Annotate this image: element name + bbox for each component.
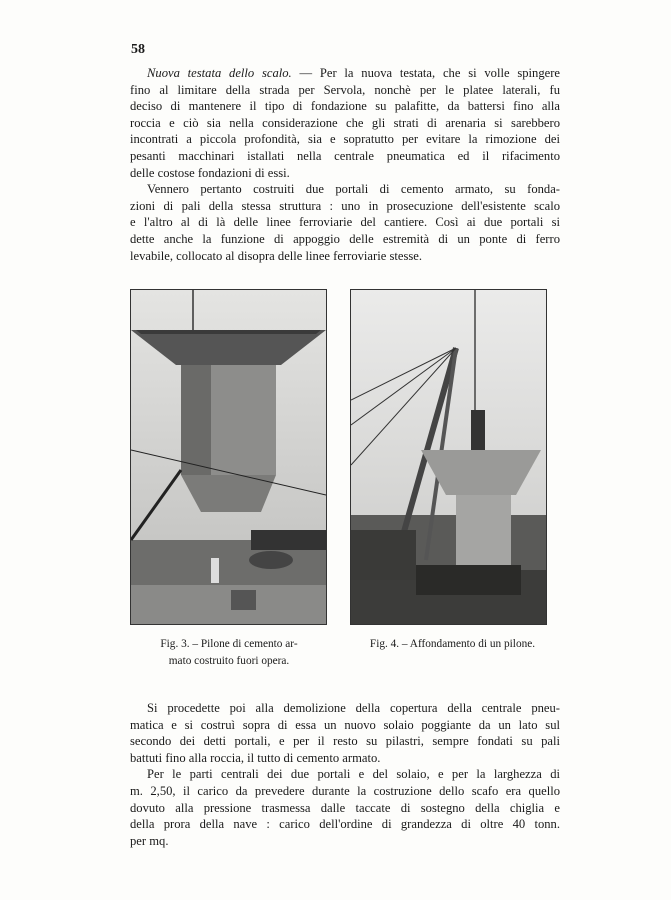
text-line: dette anche la funzione di appoggio delle estremità di un ponte di ferro xyxy=(130,231,560,246)
text-line: roccia e ciò sia nella considerazione che gli strati di arenaria si sarebbero xyxy=(130,115,560,130)
figure-3-photo xyxy=(130,289,327,625)
text-line: Vennero pertanto costruiti due portali di cemento armato, su fonda- xyxy=(147,182,560,197)
text-line xyxy=(130,65,560,82)
text-line: incontrati a piccola profondità, sia e sopratutto per evitare la rimozione dei xyxy=(130,132,560,147)
text-line: deciso di mantenere il tipo di fondazione su palafitte, da battersi fino alla xyxy=(130,99,560,114)
text-line: Per le parti centrali dei due portali e del solaio, e per la larghezza di xyxy=(147,767,560,782)
text-line: zioni di pali della stessa struttura : uno in prosecuzione dell'esistente scalo xyxy=(130,198,560,213)
text-line: delle costose fondazioni di essi. xyxy=(130,165,290,180)
text-line: battuti fino alla roccia, il tutto di cemento armato. xyxy=(130,750,381,765)
page-number: 58 xyxy=(131,42,145,57)
text-line: per mq. xyxy=(130,833,169,848)
text-line: levabile, collocato al disopra delle linee ferroviarie stesse. xyxy=(130,248,422,263)
figure-4-caption xyxy=(345,636,560,653)
section-heading: Nuova testata dello scalo. xyxy=(147,66,292,80)
text-line: matica e si costruì sopra di essa un nuovo solaio poggiante da un lato sul xyxy=(130,717,560,732)
caption-line: Fig. 3. – Pilone di cemento ar- xyxy=(160,638,298,650)
text-line: Si procedette poi alla demolizione della copertura della centrale pneu- xyxy=(147,701,560,715)
text-line: m. 2,50, il carico da prevedere durante la costruzione dello scafo era quello xyxy=(130,783,560,798)
bottom-text xyxy=(130,700,560,849)
text-line: della prora della nave : carico dell'ordine di grandezza di oltre 40 tonn. xyxy=(130,817,560,832)
caption-line: mato costruito fuori opera. xyxy=(168,655,290,667)
caption-line: Fig. 4. – Affondamento di un pilone. xyxy=(369,638,536,650)
figure-3-caption xyxy=(130,636,328,670)
text: — Per la nuova testata, che si volle spingere xyxy=(291,66,560,80)
text-line: e l'altro al di là delle linee ferroviarie del cantiere. Così ai due portali si xyxy=(130,215,560,230)
text-line: dovuto alla pressione trasmessa dalle taccate di sostegno della chiglia e xyxy=(130,800,560,815)
text-line: fino al limitare della strada per Servola, nonchè per le platee laterali, fu xyxy=(130,82,560,97)
figure-4-photo xyxy=(350,289,547,625)
text-line: pesanti macchinari istallati nella centrale pneumatica ed il rifacimento xyxy=(130,148,560,163)
top-text xyxy=(130,65,560,264)
text-line: secondo dei detti portali, e per il resto su pilastri, sempre fondati su pali xyxy=(130,734,560,749)
